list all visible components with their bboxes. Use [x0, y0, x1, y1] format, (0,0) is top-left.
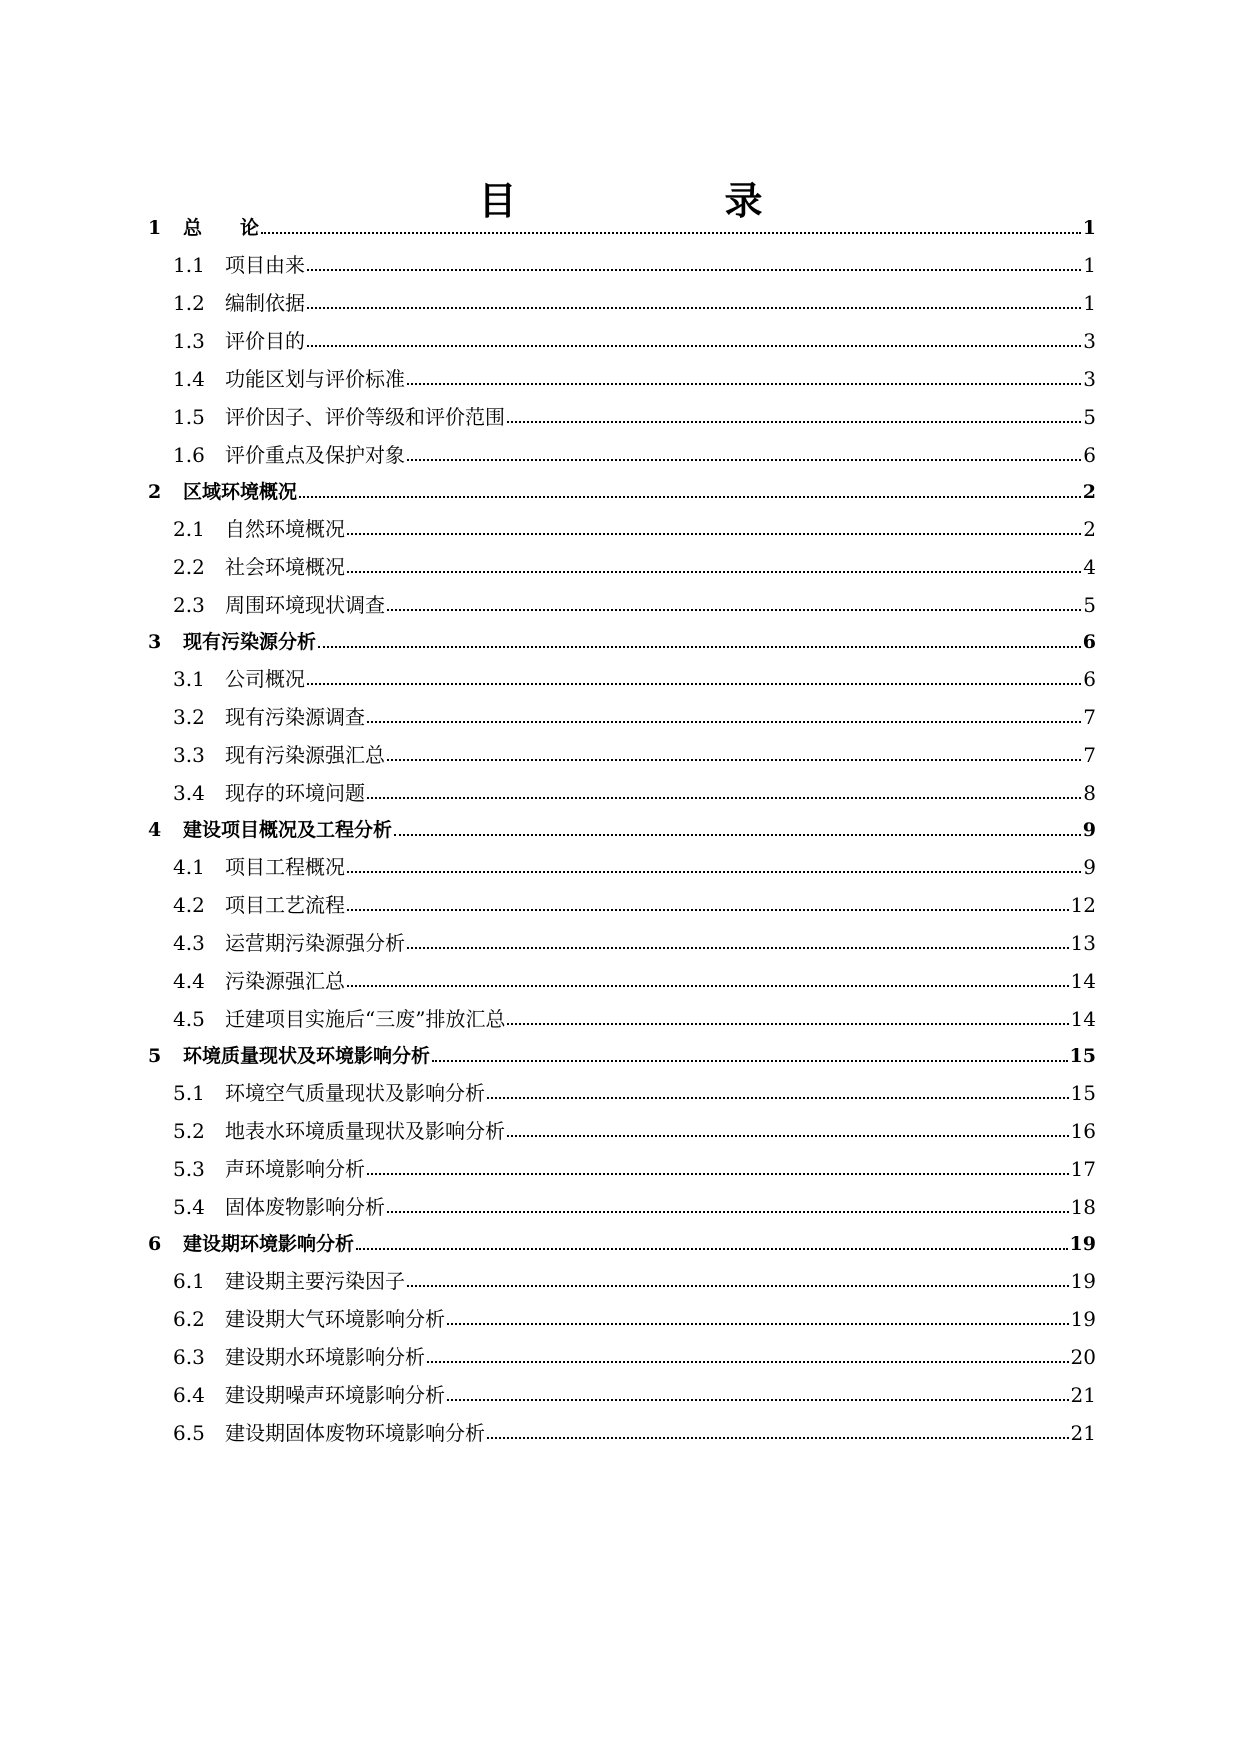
toc-entry-page-number: 4 — [1083, 555, 1096, 579]
toc-dot-leader — [387, 1211, 1069, 1213]
toc-entry-number: 2.1 — [173, 517, 205, 541]
toc-entry-page-number: 9 — [1082, 819, 1096, 841]
toc-entry-page-number: 20 — [1070, 1345, 1096, 1369]
toc-section-entry[interactable] — [173, 927, 1096, 957]
toc-dot-leader — [307, 683, 1081, 685]
toc-entry-label: 环境质量现状及环境影响分析 — [183, 1045, 431, 1067]
toc-entry-number: 2.2 — [173, 555, 205, 579]
toc-section-entry[interactable] — [173, 325, 1096, 355]
toc-entry-page-number: 1 — [1083, 291, 1096, 315]
toc-dot-leader — [394, 834, 1081, 836]
toc-entry-number: 5.4 — [173, 1195, 205, 1219]
toc-dot-leader — [347, 985, 1069, 987]
toc-section-entry[interactable] — [173, 551, 1096, 581]
toc-section-entry[interactable] — [173, 701, 1096, 731]
toc-entry-number: 3.2 — [173, 705, 205, 729]
toc-section-entry[interactable] — [173, 1341, 1096, 1371]
toc-dot-leader — [307, 307, 1081, 309]
toc-dot-leader — [299, 496, 1081, 498]
toc-entry-number: 1.5 — [173, 405, 205, 429]
toc-dot-leader — [387, 609, 1081, 611]
toc-section-entry[interactable] — [173, 965, 1096, 995]
toc-entry-label: 环境空气质量现状及影响分析 — [225, 1081, 485, 1105]
toc-entry-page-number: 14 — [1070, 969, 1096, 993]
toc-entry-number: 6.4 — [173, 1383, 205, 1407]
toc-section-entry[interactable] — [173, 513, 1096, 543]
toc-entry-label: 建设期水环境影响分析 — [225, 1345, 425, 1369]
toc-entry-label: 自然环境概况 — [225, 517, 345, 541]
toc-entry-page-number: 9 — [1083, 855, 1096, 879]
toc-chapter-entry[interactable] — [148, 1040, 1096, 1070]
toc-entry-number: 4.3 — [173, 931, 205, 955]
toc-entry-number: 6.3 — [173, 1345, 205, 1369]
toc-entry-label: 公司概况 — [225, 667, 305, 691]
toc-entry-page-number: 7 — [1083, 705, 1096, 729]
toc-entry-number: 4.1 — [173, 855, 205, 879]
toc-entry-number: 1.3 — [173, 329, 205, 353]
toc-entry-page-number: 2 — [1083, 517, 1096, 541]
toc-entry-label: 社会环境概况 — [225, 555, 345, 579]
toc-entry-label: 功能区划与评价标准 — [225, 367, 405, 391]
toc-dot-leader — [507, 1023, 1068, 1025]
toc-entry-number: 3.4 — [173, 781, 205, 805]
toc-entry-label: 评价目的 — [225, 329, 305, 353]
toc-section-entry[interactable] — [173, 1153, 1096, 1183]
toc-entry-label: 声环境影响分析 — [225, 1157, 365, 1181]
toc-entry-page-number: 21 — [1070, 1383, 1096, 1407]
toc-entry-label: 项目工艺流程 — [225, 893, 345, 917]
toc-dot-leader — [367, 797, 1081, 799]
toc-entry-label: 建设项目概况及工程分析 — [183, 819, 393, 841]
toc-section-entry[interactable] — [173, 249, 1096, 279]
toc-dot-leader — [407, 1285, 1069, 1287]
toc-dot-leader — [347, 533, 1081, 535]
toc-entry-label: 项目由来 — [225, 253, 305, 277]
toc-dot-leader — [367, 1173, 1069, 1175]
toc-section-entry[interactable] — [173, 739, 1096, 769]
toc-entry-page-number: 19 — [1070, 1307, 1096, 1331]
toc-entry-label: 现存的环境问题 — [225, 781, 365, 805]
toc-section-entry[interactable] — [173, 1265, 1096, 1295]
toc-section-entry[interactable] — [173, 287, 1096, 317]
toc-dot-leader — [407, 947, 1069, 949]
toc-entry-page-number: 13 — [1070, 931, 1096, 955]
toc-entry-label: 现有污染源强汇总 — [225, 743, 385, 767]
toc-entry-page-number: 15 — [1070, 1081, 1096, 1105]
toc-section-entry[interactable] — [173, 401, 1096, 431]
toc-entry-number: 2 — [148, 481, 162, 503]
toc-entry-label: 现有污染源调查 — [225, 705, 365, 729]
toc-dot-leader — [447, 1399, 1069, 1401]
toc-section-entry[interactable] — [173, 439, 1096, 469]
toc-entry-number: 5.2 — [173, 1119, 205, 1143]
toc-entry-number: 6.1 — [173, 1269, 205, 1293]
toc-entry-label: 建设期主要污染因子 — [225, 1269, 405, 1293]
toc-entry-label: 建设期大气环境影响分析 — [225, 1307, 445, 1331]
toc-entry-page-number: 7 — [1083, 743, 1096, 767]
toc-entry-number: 3 — [148, 631, 162, 653]
toc-entry-label: 迁建项目实施后“三废”排放汇总 — [225, 1007, 506, 1031]
toc-entry-page-number: 19 — [1070, 1269, 1096, 1293]
toc-entry-page-number: 5 — [1083, 593, 1096, 617]
toc-entry-page-number: 3 — [1083, 329, 1096, 353]
toc-dot-leader — [307, 269, 1081, 271]
toc-dot-leader — [447, 1323, 1069, 1325]
toc-chapter-entry[interactable] — [148, 212, 1096, 242]
page-title: 目 录 — [478, 178, 807, 223]
toc-entry-label: 建设期环境影响分析 — [183, 1233, 355, 1255]
toc-entry-page-number: 8 — [1083, 781, 1096, 805]
toc-dot-leader — [507, 1135, 1069, 1137]
toc-entry-page-number: 5 — [1083, 405, 1096, 429]
toc-dot-leader — [347, 909, 1069, 911]
toc-entry-number: 1.6 — [173, 443, 205, 467]
toc-section-entry[interactable] — [173, 663, 1096, 693]
toc-entry-label: 编制依据 — [225, 291, 305, 315]
toc-section-entry[interactable] — [173, 1003, 1096, 1033]
toc-entry-number: 4.5 — [173, 1007, 205, 1031]
toc-section-entry[interactable] — [173, 1191, 1096, 1221]
toc-entry-page-number: 18 — [1070, 1195, 1096, 1219]
toc-entry-label: 建设期噪声环境影响分析 — [225, 1383, 445, 1407]
toc-entry-page-number: 1 — [1082, 217, 1096, 239]
toc-entry-number: 5.3 — [173, 1157, 205, 1181]
toc-entry-number: 4.4 — [173, 969, 205, 993]
toc-chapter-entry[interactable] — [148, 476, 1096, 506]
toc-dot-leader — [367, 721, 1081, 723]
toc-entry-page-number: 21 — [1070, 1421, 1096, 1445]
toc-section-entry[interactable] — [173, 1115, 1096, 1145]
toc-dot-leader — [318, 646, 1081, 648]
toc-dot-leader — [356, 1248, 1068, 1250]
toc-dot-leader — [347, 871, 1081, 873]
toc-entry-page-number: 6 — [1083, 443, 1096, 467]
toc-entry-number: 1.2 — [173, 291, 205, 315]
toc-entry-label: 污染源强汇总 — [225, 969, 345, 993]
toc-entry-label: 现有污染源分析 — [183, 631, 317, 653]
toc-section-entry[interactable] — [173, 777, 1096, 807]
toc-entry-number: 4 — [148, 819, 162, 841]
toc-entry-number: 1 — [148, 217, 162, 239]
toc-dot-leader — [307, 345, 1081, 347]
toc-entry-number: 1.4 — [173, 367, 205, 391]
toc-entry-page-number: 6 — [1083, 667, 1096, 691]
toc-entry-number: 3.1 — [173, 667, 205, 691]
toc-section-entry[interactable] — [173, 363, 1096, 393]
toc-entry-page-number: 12 — [1070, 893, 1096, 917]
toc-section-entry[interactable] — [173, 851, 1096, 881]
toc-entry-label: 固体废物影响分析 — [225, 1195, 385, 1219]
toc-chapter-entry[interactable] — [148, 1228, 1096, 1258]
toc-entry-page-number: 17 — [1070, 1157, 1096, 1181]
toc-entry-page-number: 6 — [1082, 631, 1096, 653]
toc-dot-leader — [407, 459, 1081, 461]
toc-section-entry[interactable] — [173, 1077, 1096, 1107]
toc-entry-label: 地表水环境质量现状及影响分析 — [225, 1119, 505, 1143]
toc-entry-number: 5.1 — [173, 1081, 205, 1105]
toc-dot-leader — [507, 421, 1081, 423]
toc-entry-number: 3.3 — [173, 743, 205, 767]
toc-dot-leader — [432, 1060, 1068, 1062]
toc-entry-label: 评价重点及保护对象 — [225, 443, 405, 467]
toc-section-entry[interactable] — [173, 1303, 1096, 1333]
toc-entry-page-number: 2 — [1082, 481, 1096, 503]
toc-chapter-entry[interactable] — [148, 626, 1096, 656]
toc-entry-number: 6 — [148, 1233, 162, 1255]
toc-entry-page-number: 15 — [1069, 1045, 1096, 1067]
toc-entry-label: 评价因子、评价等级和评价范围 — [225, 405, 505, 429]
toc-entry-label: 区域环境概况 — [183, 481, 298, 503]
toc-entry-label: 项目工程概况 — [225, 855, 345, 879]
toc-entry-page-number: 19 — [1069, 1233, 1096, 1255]
toc-entry-page-number: 16 — [1070, 1119, 1096, 1143]
toc-entry-page-number: 3 — [1083, 367, 1096, 391]
toc-entry-label: 总 论 — [183, 217, 260, 239]
toc-section-entry[interactable] — [173, 889, 1096, 919]
toc-entry-number: 4.2 — [173, 893, 205, 917]
toc-chapter-entry[interactable] — [148, 814, 1096, 844]
toc-dot-leader — [487, 1437, 1069, 1439]
toc-dot-leader — [347, 571, 1081, 573]
toc-entry-number: 6.2 — [173, 1307, 205, 1331]
toc-entry-page-number: 1 — [1083, 253, 1096, 277]
toc-entry-number: 5 — [148, 1045, 162, 1067]
toc-dot-leader — [407, 383, 1081, 385]
toc-entry-label: 周围环境现状调查 — [225, 593, 385, 617]
toc-entry-page-number: 14 — [1070, 1007, 1096, 1031]
toc-dot-leader — [487, 1097, 1069, 1099]
toc-dot-leader — [261, 232, 1081, 234]
toc-section-entry[interactable] — [173, 1379, 1096, 1409]
toc-entry-number: 1.1 — [173, 253, 205, 277]
toc-entry-number: 2.3 — [173, 593, 205, 617]
toc-dot-leader — [427, 1361, 1069, 1363]
toc-entry-label: 运营期污染源强分析 — [225, 931, 405, 955]
toc-section-entry[interactable] — [173, 1417, 1096, 1447]
toc-entry-label: 建设期固体废物环境影响分析 — [225, 1421, 485, 1445]
toc-entry-number: 6.5 — [173, 1421, 205, 1445]
toc-dot-leader — [387, 759, 1081, 761]
toc-section-entry[interactable] — [173, 589, 1096, 619]
